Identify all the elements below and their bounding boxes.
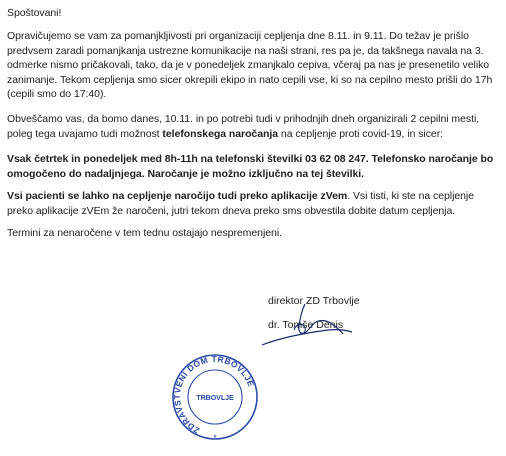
stamp-star-icon: *	[213, 433, 217, 443]
signature-name: dr. Tomše Denis	[268, 319, 344, 331]
greeting: Spoštovani!	[7, 7, 62, 19]
official-stamp	[170, 350, 260, 450]
zvem-highlight: Vsi pacienti se lahko na cepljenje naročijo tudi preko aplikacije zVem	[7, 190, 348, 202]
handwritten-signature	[250, 300, 360, 355]
phone-booking-highlight: telefonskega naročanja	[162, 127, 279, 140]
paragraph-phone-hours: Vsak četrtek in ponedeljek med 8h-11h na telefonski številki 03 62 08 247. Telefonsko naročanje bo omogočeno do nadaljnjega. Naročanje je možno izključno na tej številki.	[7, 153, 494, 180]
paragraph-apology: Opravičujemo se vam za pomanjkljivosti pri organizaciji cepljenja dne 8.11. in 9.11. Do težav je prišlo predvsem zaradi pomanjkanja ustrezne komunikacije na naši strani, res pa je, da takšnega navala na 3. odmerke nismo pričakovali, tako, da je v ponedeljek zmanjkalo cepiva, včeraj pa nas je presenetilo veliko zanimanje. Tekom cepljenja smo sicer okrepili ekipo in nato cepili vse, ki so na cepilno mesto prišli do 17h (cepili smo do 17:40).	[7, 30, 493, 101]
paragraph-announcement	[7, 112, 501, 141]
paragraph-zvem	[7, 189, 501, 218]
stamp-ring-text: ZDRAVSTVENI DOM TRBOVLJE	[172, 353, 257, 436]
paragraph-announcement-end: na cepljenje proti covid-19, in sicer:	[278, 127, 444, 140]
stamp-center-text: TRBOVLJE	[196, 395, 234, 402]
paragraph-zvem-end: . Vsi tisti, ki ste na cepljenje preko aplikacije zVEm že naročeni, jutri tekom dneva preko sms obvestila dobite datum cepljenja.	[7, 190, 475, 217]
paragraph-unchanged: Termini za nenaročene v tem tednu ostajajo nespremenjeni.	[7, 227, 282, 239]
paragraph-announcement-text: Obveščamo vas, da bomo danes, 10.11. in po potrebi tudi v prihodnjih dneh organizirali 2 cepilni mesti, poleg tega uvajamo tudi možnost	[7, 113, 480, 140]
signature-title: direktor ZD Trbovlje	[268, 295, 360, 307]
